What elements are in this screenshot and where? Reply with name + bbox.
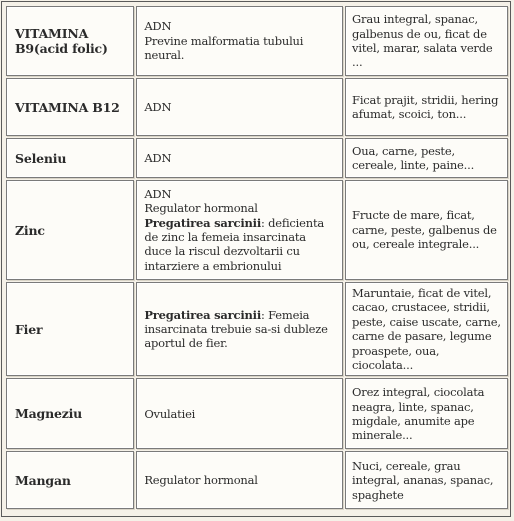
nutrient-name: Fier [6,282,134,376]
role-line: Previne malformatia tubului neural. [144,33,304,63]
role-detail: : deficienta de zinc la femeia insarcinata duce la riscul dezvoltarii cu intarziere a embrionului [144,215,325,273]
food-sources: Ficat prajit, stridii, hering afumat, scoici, ton... [345,78,508,136]
role-line: ADN [144,19,172,34]
nutrient-role [136,138,343,178]
food-sources: Fructe de mare, ficat, carne, peste, galbenus de ou, cereale integrale... [345,180,508,280]
role-description [144,216,336,274]
role-emphasis: Pregatirea sarcinii [144,307,261,322]
table-row [6,6,508,76]
nutrient-name: Mangan [6,451,134,509]
food-sources: Nuci, cereale, grau integral, ananas, spanac, spaghete [345,451,508,509]
table-row [6,78,508,136]
nutrient-name: Magneziu [6,378,134,449]
food-sources: Orez integral, ciocolata neagra, linte, spanac, migdale, anumite ape minerale... [345,378,508,449]
food-sources: Maruntaie, ficat de vitel, cacao, crustacee, stridii, peste, caise uscate, carne, carne de pasare, legume proaspete, oua, ciocolata... [345,282,508,376]
table-row [6,282,508,376]
table-row [6,451,508,509]
role-emphasis: Pregatirea sarcinii [144,215,261,230]
nutrient-table-frame [1,1,511,517]
table-row [6,378,508,449]
role-line: ADN [144,150,172,165]
role-detail: : Femeia insarcinata trebuie sa-si dubleze aportul de fier. [144,307,328,351]
role-line: Ovulatiei [144,406,196,421]
food-sources: Oua, carne, peste, cereale, linte, paine... [345,138,508,178]
nutrient-role [136,180,343,280]
role-line: ADN [144,186,172,201]
nutrient-role [136,451,343,509]
role-line: Regulator hormonal [144,473,258,488]
nutrient-role [136,78,343,136]
nutrient-role [136,6,343,76]
table-row [6,180,508,280]
role-description [144,308,336,351]
role-line: ADN [144,99,172,114]
food-sources: Grau integral, spanac, galbenus de ou, ficat de vitel, marar, salata verde ... [345,6,508,76]
table-row [6,138,508,178]
nutrient-role [136,282,343,376]
role-line: Regulator hormonal [144,201,258,216]
nutrient-role [136,378,343,449]
nutrient-name: VITAMINA B9(acid folic) [6,6,134,76]
nutrient-name: Seleniu [6,138,134,178]
nutrient-name: VITAMINA B12 [6,78,134,136]
nutrient-table [4,4,510,511]
nutrient-name: Zinc [6,180,134,280]
